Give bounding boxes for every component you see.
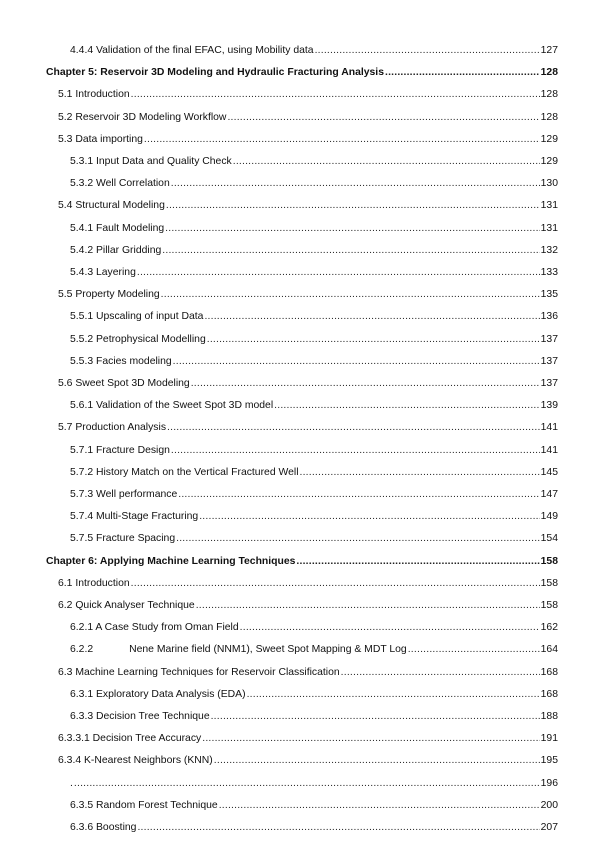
dot-leader [196,599,540,612]
toc-page-number: 200 [540,799,558,811]
toc-entry[interactable] [58,88,558,101]
toc-entry[interactable] [70,399,558,412]
toc-entry[interactable] [70,177,558,190]
toc-entry[interactable] [70,688,558,701]
toc-entry[interactable] [70,821,558,834]
toc-page-number: 129 [540,156,558,167]
toc-entry-title: 5.4.3 Layering [70,267,136,278]
toc-entry-title: 6.3.3 Decision Tree Technique [70,711,210,722]
dot-leader [214,754,540,767]
toc-entry[interactable] [70,510,558,523]
toc-entry-heading: Nene Marine field (NNM1), Sweet Spot Mapping & MDT Log [129,644,407,656]
dot-leader [171,444,540,457]
dot-leader [233,155,540,168]
dot-leader [385,66,540,79]
toc-entry-title: 5.5.2 Petrophysical Modelling [70,333,206,345]
toc-page-number: 131 [540,200,558,212]
toc-entry[interactable] [58,377,558,390]
toc-entry-number: 6.2.2 [70,644,94,656]
toc-page-number: 135 [540,289,558,301]
toc-entry-title: Chapter 5: Reservoir 3D Modeling and Hydraulic Fracturing Analysis [46,67,384,79]
toc-entry-title: 5.5 Property Modeling [58,289,160,301]
toc-page-number: 141 [540,444,558,456]
dot-leader [162,244,539,257]
toc-page-number: 130 [540,178,558,190]
dot-leader [247,688,540,701]
toc-entry-title: 5.5.3 Facies modeling [70,355,172,367]
toc-entry[interactable] [70,355,558,368]
toc-page-number: 145 [540,466,558,478]
toc-entry[interactable] [70,44,558,57]
dot-leader [173,355,540,368]
toc-page-number: 137 [540,333,558,345]
dot-leader [166,199,540,212]
toc-entry[interactable] [70,643,558,656]
toc-page-number: 168 [540,666,558,678]
toc-entry[interactable] [70,310,558,323]
dot-leader [296,555,539,568]
toc-entry[interactable] [58,599,558,612]
dot-leader [137,266,540,279]
toc-entry[interactable] [58,666,558,679]
toc-entry-title: 5.2 Reservoir 3D Modeling Workflow [58,111,227,123]
toc-entry-title: 5.4 Structural Modeling [58,200,165,212]
toc-entry-title: 5.5.1 Upscaling of input Data [70,311,204,323]
dot-leader [137,821,539,834]
toc-entry-title: 5.7.3 Well performance [70,489,178,500]
toc-entry-title: 5.7.4 Multi-Stage Fracturing [70,511,199,523]
toc-entry-title: 6.1 Introduction [58,577,130,589]
toc-entry[interactable] [58,754,558,767]
toc-entry-title: Chapter 6: Applying Machine Learning Techniques [46,555,296,567]
toc-entry-title: . [70,777,73,789]
toc-page-number: 133 [540,267,558,278]
toc-entry-title: 5.3 Data importing [58,133,143,145]
toc-entry[interactable] [58,577,558,590]
toc-entry-title: 6.2 Quick Analyser Technique [58,600,195,611]
toc-entry[interactable] [70,532,558,545]
toc-entry-title: 5.6.1 Validation of the Sweet Spot 3D model [70,400,274,412]
toc-entry-title: 4.4.4 Validation of the final EFAC, using Mobility data [70,45,314,56]
toc-page-number: 132 [540,244,558,256]
toc-chapter-entry[interactable] [46,555,558,568]
dot-leader [191,377,540,390]
toc-page-number: 188 [540,711,558,722]
toc-entry[interactable] [70,222,558,235]
toc-entry-title: 6.3.3.1 Decision Tree Accuracy [58,733,202,745]
dot-leader [227,111,539,124]
dot-leader [341,666,540,679]
toc-entry[interactable] [70,799,558,812]
toc-page-number: 141 [540,422,558,434]
dot-leader [74,777,540,790]
toc-entry[interactable] [70,777,558,790]
toc-entry[interactable] [70,466,558,479]
dot-leader [315,44,540,57]
toc-page-number: 158 [540,600,558,611]
toc-entry-title: 5.7.2 History Match on the Vertical Fractured Well [70,466,299,478]
toc-entry-title: 5.7.1 Fracture Design [70,444,170,456]
toc-entry-title: 6.3.6 Boosting [70,822,137,833]
toc-entry-title: 6.3.5 Random Forest Technique [70,799,218,811]
toc-page-number: 164 [540,644,558,656]
toc-page-number: 154 [540,533,558,545]
dot-leader [144,133,540,146]
toc-page-number: 137 [540,355,558,367]
dot-leader [171,177,540,190]
dot-leader [199,510,539,523]
toc-page-number: 136 [540,311,558,323]
dot-leader [219,799,540,812]
toc-page-number: 168 [540,688,558,700]
toc-page-number: 128 [540,111,558,123]
toc-entry[interactable] [70,333,558,346]
toc-entry[interactable] [70,444,558,457]
toc-entry-title: 5.4.2 Pillar Gridding [70,244,162,256]
toc-entry-title [70,643,407,656]
toc-entry-title: 6.2.1 A Case Study from Oman Field [70,622,239,634]
toc-entry[interactable] [70,621,558,634]
toc-entry-title: 5.3.1 Input Data and Quality Check [70,156,232,167]
dot-leader [167,421,540,434]
toc-entry[interactable] [70,266,558,279]
dot-leader [211,710,540,723]
toc-entry-title: 5.3.2 Well Correlation [70,178,170,190]
toc-entry-title: 5.1 Introduction [58,89,130,101]
toc-chapter-entry[interactable] [46,66,558,79]
dot-leader [202,732,539,745]
dot-leader [131,577,540,590]
toc-page-number: 158 [540,577,558,589]
dot-leader [161,288,540,301]
toc-page-number: 158 [540,555,558,567]
toc-entry[interactable] [58,199,558,212]
toc-page-number: 147 [540,489,558,500]
toc-entry[interactable] [58,111,558,124]
dot-leader [300,466,540,479]
dot-leader [131,88,540,101]
toc-entry[interactable] [70,710,558,723]
toc-page-number: 191 [540,733,558,745]
toc-entry[interactable] [58,421,558,434]
dot-leader [176,532,540,545]
toc-entry-title: 5.4.1 Fault Modeling [70,222,165,234]
toc-page-number: 128 [540,89,558,101]
dot-leader [274,399,540,412]
toc-page-number: 139 [540,400,558,412]
toc-entry-title: 6.3.4 K-Nearest Neighbors (KNN) [58,755,213,767]
dot-leader [408,643,540,656]
toc-page-number: 137 [540,378,558,389]
dot-leader [165,222,540,235]
toc-page-number: 195 [540,755,558,767]
toc-entry[interactable] [58,732,558,745]
toc-page-number: 131 [540,222,558,234]
toc-entry-title: 5.7.5 Fracture Spacing [70,533,176,545]
toc-page-number: 127 [540,45,558,56]
toc-entry-title: 6.3.1 Exploratory Data Analysis (EDA) [70,688,246,700]
toc-entry-title: 6.3 Machine Learning Techniques for Reservoir Classification [58,666,340,678]
toc-page-number: 207 [540,822,558,833]
toc-entry-title: 5.7 Production Analysis [58,422,167,434]
toc-page-number: 149 [540,511,558,523]
dot-leader [240,621,540,634]
dot-leader [207,333,540,346]
toc-entry[interactable] [70,244,558,257]
dot-leader [178,488,539,501]
toc-entry[interactable] [70,155,558,168]
toc-entry-title: 5.6 Sweet Spot 3D Modeling [58,378,190,389]
toc-entry[interactable] [58,288,558,301]
toc-page-number: 162 [540,622,558,634]
toc-entry[interactable] [58,133,558,146]
dot-leader [204,310,539,323]
toc-page-number: 196 [540,777,558,789]
toc-page-number: 128 [540,67,558,79]
toc-entry[interactable] [70,488,558,501]
toc-page-number: 129 [540,133,558,145]
